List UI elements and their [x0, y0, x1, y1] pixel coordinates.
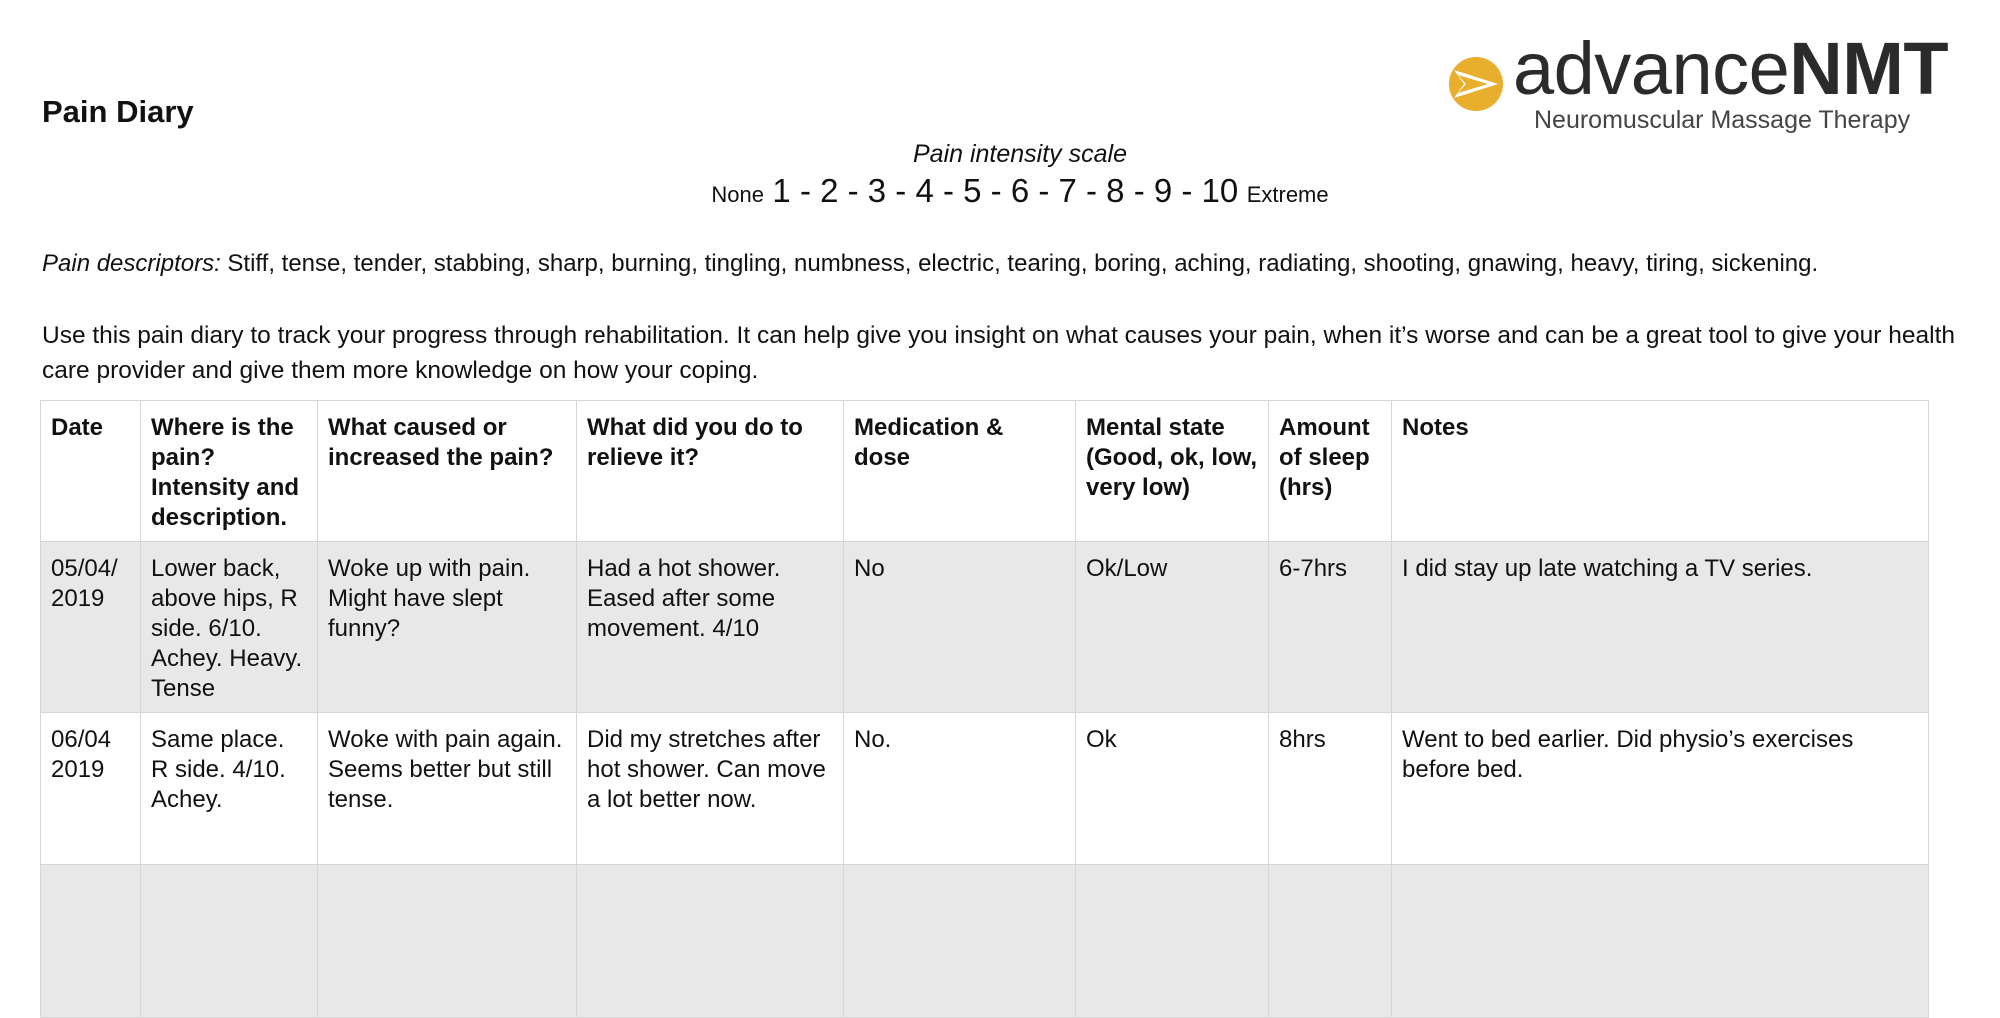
cell-sleep: 8hrs: [1269, 713, 1392, 865]
intro-paragraph: Use this pain diary to track your progress through rehabilitation. It can help give you insight on what causes your pain, when it’s worse and can be a great tool to give your health care provider and give them more knowledge on how your coping.: [42, 322, 1956, 384]
cell-cause: Woke with pain again. Seems better but still tense.: [318, 713, 577, 865]
header-sleep: Amount of sleep (hrs): [1269, 401, 1392, 542]
header-pain-location: Where is the pain? Intensity and description.: [141, 401, 318, 542]
pain-scale-low-label: None: [711, 182, 764, 207]
cell-relief[interactable]: [577, 865, 844, 1018]
header-relief: What did you do to relieve it?: [577, 401, 844, 542]
cell-date: 05/04/ 2019: [41, 542, 141, 713]
header-mental-state: Mental state (Good, ok, low, very low): [1076, 401, 1269, 542]
cell-notes[interactable]: [1392, 865, 1929, 1018]
cell-notes: Went to bed earlier. Did physio’s exercises before bed.: [1392, 713, 1929, 865]
cell-pain-location: Same place. R side. 4/10. Achey.: [141, 713, 318, 865]
logo-tagline: Neuromuscular Massage Therapy: [1534, 106, 1911, 134]
cell-medication[interactable]: [844, 865, 1076, 1018]
cell-date: 06/04 2019: [41, 713, 141, 865]
table-row: [41, 542, 1929, 713]
table-header-row: [41, 401, 1929, 542]
pain-descriptors-text: Stiff, tense, tender, stabbing, sharp, burning, tingling, numbness, electric, tearing, boring, aching, radiating, shooting, gnawing, heavy, tiring, sickening.: [220, 250, 1819, 277]
pain-scale-title: Pain intensity scale: [912, 140, 1127, 168]
cell-sleep: 6-7hrs: [1269, 542, 1392, 713]
cell-date[interactable]: [41, 865, 141, 1018]
pain-scale: [0, 172, 2000, 210]
table-row: [41, 713, 1929, 865]
pain-scale-values: 1 - 2 - 3 - 4 - 5 - 6 - 7 - 8 - 9 - 10: [772, 172, 1239, 209]
cell-relief: Did my stretches after hot shower. Can move a lot better now.: [577, 713, 844, 865]
cell-medication: No.: [844, 713, 1076, 865]
cell-pain-location[interactable]: [141, 865, 318, 1018]
pain-descriptors: [42, 250, 1818, 278]
table-row-empty: [41, 865, 1929, 1018]
page-title: Pain Diary: [42, 94, 194, 129]
cell-notes: I did stay up late watching a TV series.: [1392, 542, 1929, 713]
header-date: Date: [41, 401, 141, 542]
cell-mental-state: Ok/Low: [1076, 542, 1269, 713]
cell-medication: No: [844, 542, 1076, 713]
cell-relief: Had a hot shower. Eased after some movement. 4/10: [577, 542, 844, 713]
pain-diary-table: [40, 400, 1929, 1018]
logo-mark-icon: [1448, 56, 1504, 112]
logo-wordmark: [1513, 27, 1949, 110]
pain-descriptors-label: Pain descriptors:: [42, 250, 221, 277]
cell-cause[interactable]: [318, 865, 577, 1018]
header-notes: Notes: [1392, 401, 1929, 542]
cell-mental-state[interactable]: [1076, 865, 1269, 1018]
header-cause: What caused or increased the pain?: [318, 401, 577, 542]
logo-word-light: advance: [1513, 27, 1790, 110]
pain-scale-high-label: Extreme: [1246, 182, 1329, 207]
cell-sleep[interactable]: [1269, 865, 1392, 1018]
cell-mental-state: Ok: [1076, 713, 1269, 865]
logo-word-bold: NMT: [1789, 27, 1949, 110]
cell-pain-location: Lower back, above hips, R side. 6/10. Achey. Heavy. Tense: [141, 542, 318, 713]
header-medication: Medication & dose: [844, 401, 1076, 542]
brand-logo: [1448, 27, 1968, 140]
cell-cause: Woke up with pain. Might have slept funny?: [318, 542, 577, 713]
